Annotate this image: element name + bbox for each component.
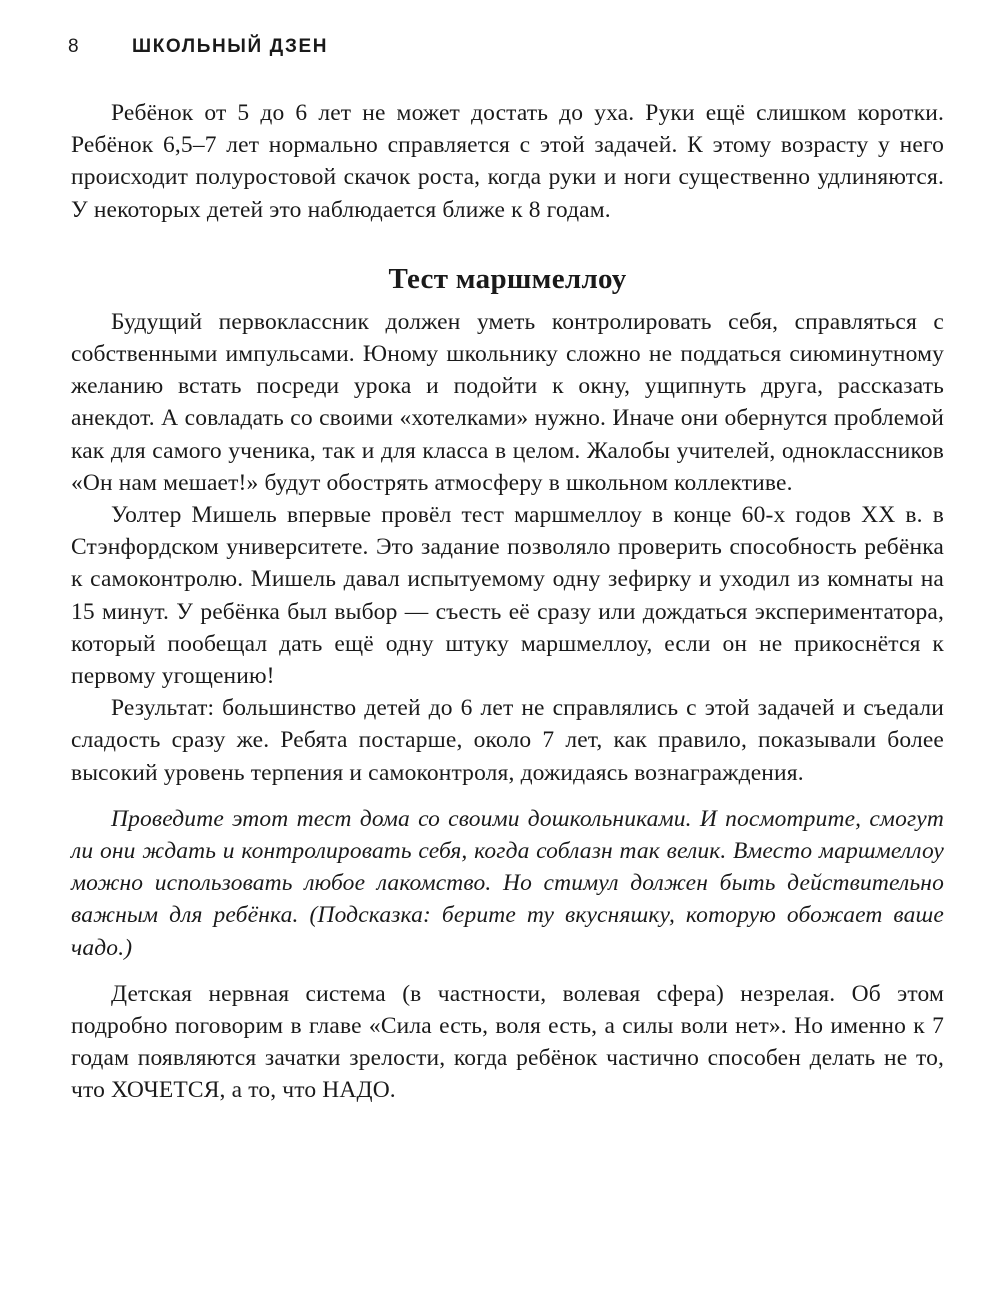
paragraph-self-control: Будущий первоклассник должен уметь контролировать себя, справляться с собственными импульсами. Юному школьнику сложно не поддаться сиюминутному желанию встать посреди урока и подойти к окну, ущипнуть друга, рассказать анекдот. А совладать со своими «хотелками» нужно. Иначе они обернутся проблемой как для самого ученика, так и для класса в целом. Жалобы учителей, одноклассников «Он нам мешает!» будут обострять атмосферу в школьном коллективе. — [71, 308, 944, 496]
running-header — [68, 36, 328, 58]
paragraph-nervous-system: Детская нервная система (в частности, волевая сфера) незрелая. Об этом подробно поговорим в главе «Сила есть, воля есть, а силы воли нет». Но именно к 7 годам появляются зачатки зрелости, когда ребёнок частично способен делать не то, что ХОЧЕТСЯ, а то, что НАДО. — [71, 980, 944, 1104]
paragraph-intro: Ребёнок от 5 до 6 лет не может достать до уха. Руки ещё слишком коротки. Ребёнок 6,5–7 лет нормально справляется с этой задачей. К этому возрасту у него происходит полуростовой скачок роста, когда руки и ноги существенно удлиняются. У некоторых детей это наблюдается ближе к 8 годам. — [71, 100, 944, 223]
paragraph-mischel-test: Уолтер Мишель впервые провёл тест маршмеллоу в конце 60-х годов XX в. в Стэнфордском университете. Это задание позволяло проверить способность ребёнка к самоконтролю. Мишель давал испытуемому одну зефирку и уходил из комнаты на 15 минут. У ребёнка был выбор — съесть её сразу или дождаться экспериментатора, который пообещал дать ещё одну штуку маршмеллоу, если он не прикоснётся к первому угощению! — [71, 502, 944, 690]
paragraph-result: Результат: большинство детей до 6 лет не справлялись с этой задачей и съедали сладость сразу же. Ребята постарше, около 7 лет, как правило, показывали более высокий уровень терпения и самоконтроля, дожидаясь вознаграждения. — [71, 695, 944, 786]
page-number: 8 — [68, 36, 81, 57]
book-title: ШКОЛЬНЫЙ ДЗЕН — [132, 36, 329, 57]
italic-tip: Проведите этот тест дома со своими дошкольниками. И посмотрите, смогут ли они ждать и контролировать себя, когда соблазн так велик. Вместо маршмеллоу можно использовать любое лакомство. Но стимул должен быть действительно важным для ребёнка. (Подсказка: берите ту вкусняшку, которую обожает ваше чадо.) — [71, 805, 944, 961]
page-body — [71, 97, 944, 1107]
section-heading: Тест маршмеллоу — [388, 262, 627, 295]
